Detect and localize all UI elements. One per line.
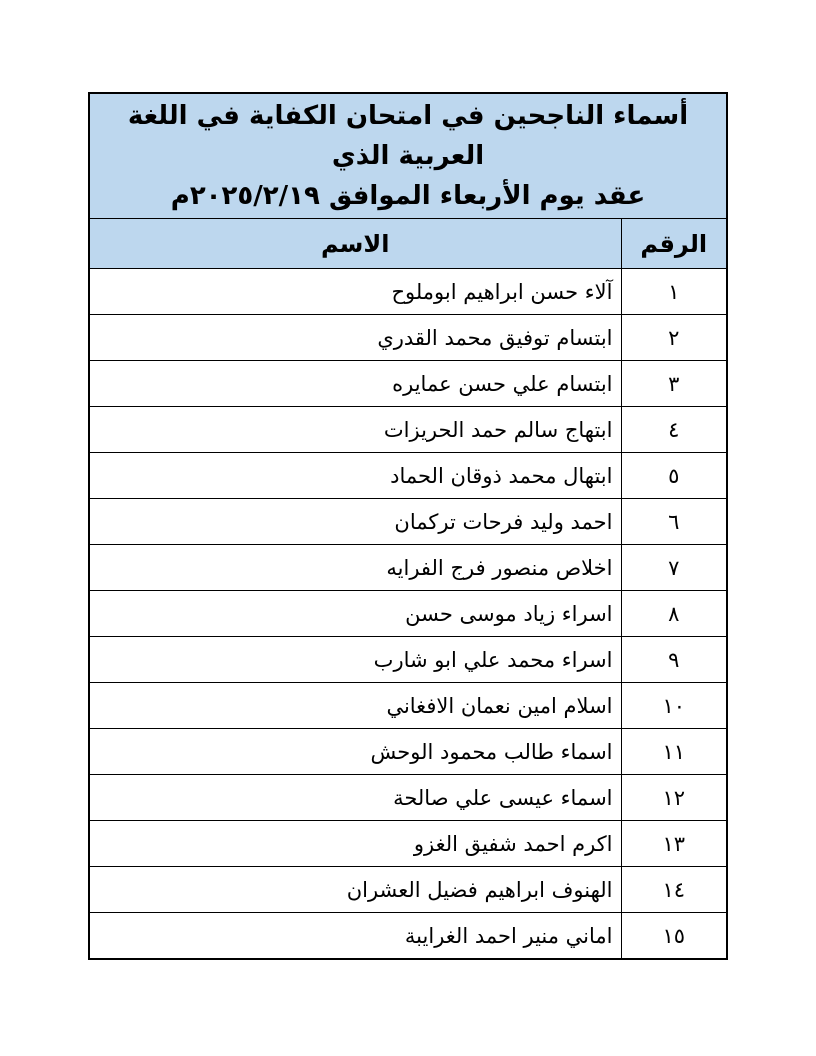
table-row bbox=[89, 591, 727, 637]
results-table bbox=[88, 92, 728, 960]
table-row bbox=[89, 315, 727, 361]
row-number-cell: ٩ bbox=[621, 637, 727, 683]
table-row bbox=[89, 545, 727, 591]
table-row bbox=[89, 867, 727, 913]
table-row bbox=[89, 729, 727, 775]
title-line-2: عقد يوم الأربعاء الموافق ٢٠٢٥/٢/١٩م bbox=[170, 181, 646, 211]
results-table-body bbox=[89, 93, 727, 959]
row-name-cell: ابتسام توفيق محمد القدري bbox=[89, 315, 621, 361]
row-number-cell: ٨ bbox=[621, 591, 727, 637]
row-number-cell: ٣ bbox=[621, 361, 727, 407]
row-name-cell: اسماء طالب محمود الوحش bbox=[89, 729, 621, 775]
row-name-cell: اكرم احمد شفيق الغزو bbox=[89, 821, 621, 867]
row-name-cell: آلاء حسن ابراهيم ابوملوح bbox=[89, 269, 621, 315]
row-number-cell: ٧ bbox=[621, 545, 727, 591]
row-name-cell: اسراء محمد علي ابو شارب bbox=[89, 637, 621, 683]
table-row bbox=[89, 913, 727, 960]
row-name-cell: اسلام امين نعمان الافغاني bbox=[89, 683, 621, 729]
row-number-cell: ١٣ bbox=[621, 821, 727, 867]
header-row bbox=[89, 219, 727, 269]
row-number-cell: ١٥ bbox=[621, 913, 727, 960]
table-title bbox=[89, 93, 727, 219]
document-page bbox=[88, 92, 728, 960]
table-row bbox=[89, 683, 727, 729]
table-row bbox=[89, 637, 727, 683]
row-number-cell: ٤ bbox=[621, 407, 727, 453]
row-name-cell: اخلاص منصور فرج الفرايه bbox=[89, 545, 621, 591]
table-row bbox=[89, 361, 727, 407]
column-header-number: الرقم bbox=[621, 219, 727, 269]
row-name-cell: اسماء عيسى علي صالحة bbox=[89, 775, 621, 821]
row-number-cell: ١٠ bbox=[621, 683, 727, 729]
row-name-cell: الهنوف ابراهيم فضيل العشران bbox=[89, 867, 621, 913]
row-number-cell: ١ bbox=[621, 269, 727, 315]
row-name-cell: اماني منير احمد الغرايبة bbox=[89, 913, 621, 960]
table-row bbox=[89, 407, 727, 453]
row-number-cell: ١٢ bbox=[621, 775, 727, 821]
row-number-cell: ٥ bbox=[621, 453, 727, 499]
row-number-cell: ٢ bbox=[621, 315, 727, 361]
row-name-cell: ابتهال محمد ذوقان الحماد bbox=[89, 453, 621, 499]
row-name-cell: ابتهاج سالم حمد الحريزات bbox=[89, 407, 621, 453]
table-row bbox=[89, 775, 727, 821]
row-number-cell: ٦ bbox=[621, 499, 727, 545]
table-row bbox=[89, 499, 727, 545]
table-row bbox=[89, 821, 727, 867]
row-name-cell: احمد وليد فرحات تركمان bbox=[89, 499, 621, 545]
row-name-cell: اسراء زياد موسى حسن bbox=[89, 591, 621, 637]
title-line-1: أسماء الناجحين في امتحان الكفاية في اللغة العربية الذي bbox=[127, 101, 689, 171]
title-row bbox=[89, 93, 727, 219]
row-name-cell: ابتسام علي حسن عمايره bbox=[89, 361, 621, 407]
table-row bbox=[89, 269, 727, 315]
row-number-cell: ١٤ bbox=[621, 867, 727, 913]
column-header-name: الاسم bbox=[89, 219, 621, 269]
table-row bbox=[89, 453, 727, 499]
row-number-cell: ١١ bbox=[621, 729, 727, 775]
